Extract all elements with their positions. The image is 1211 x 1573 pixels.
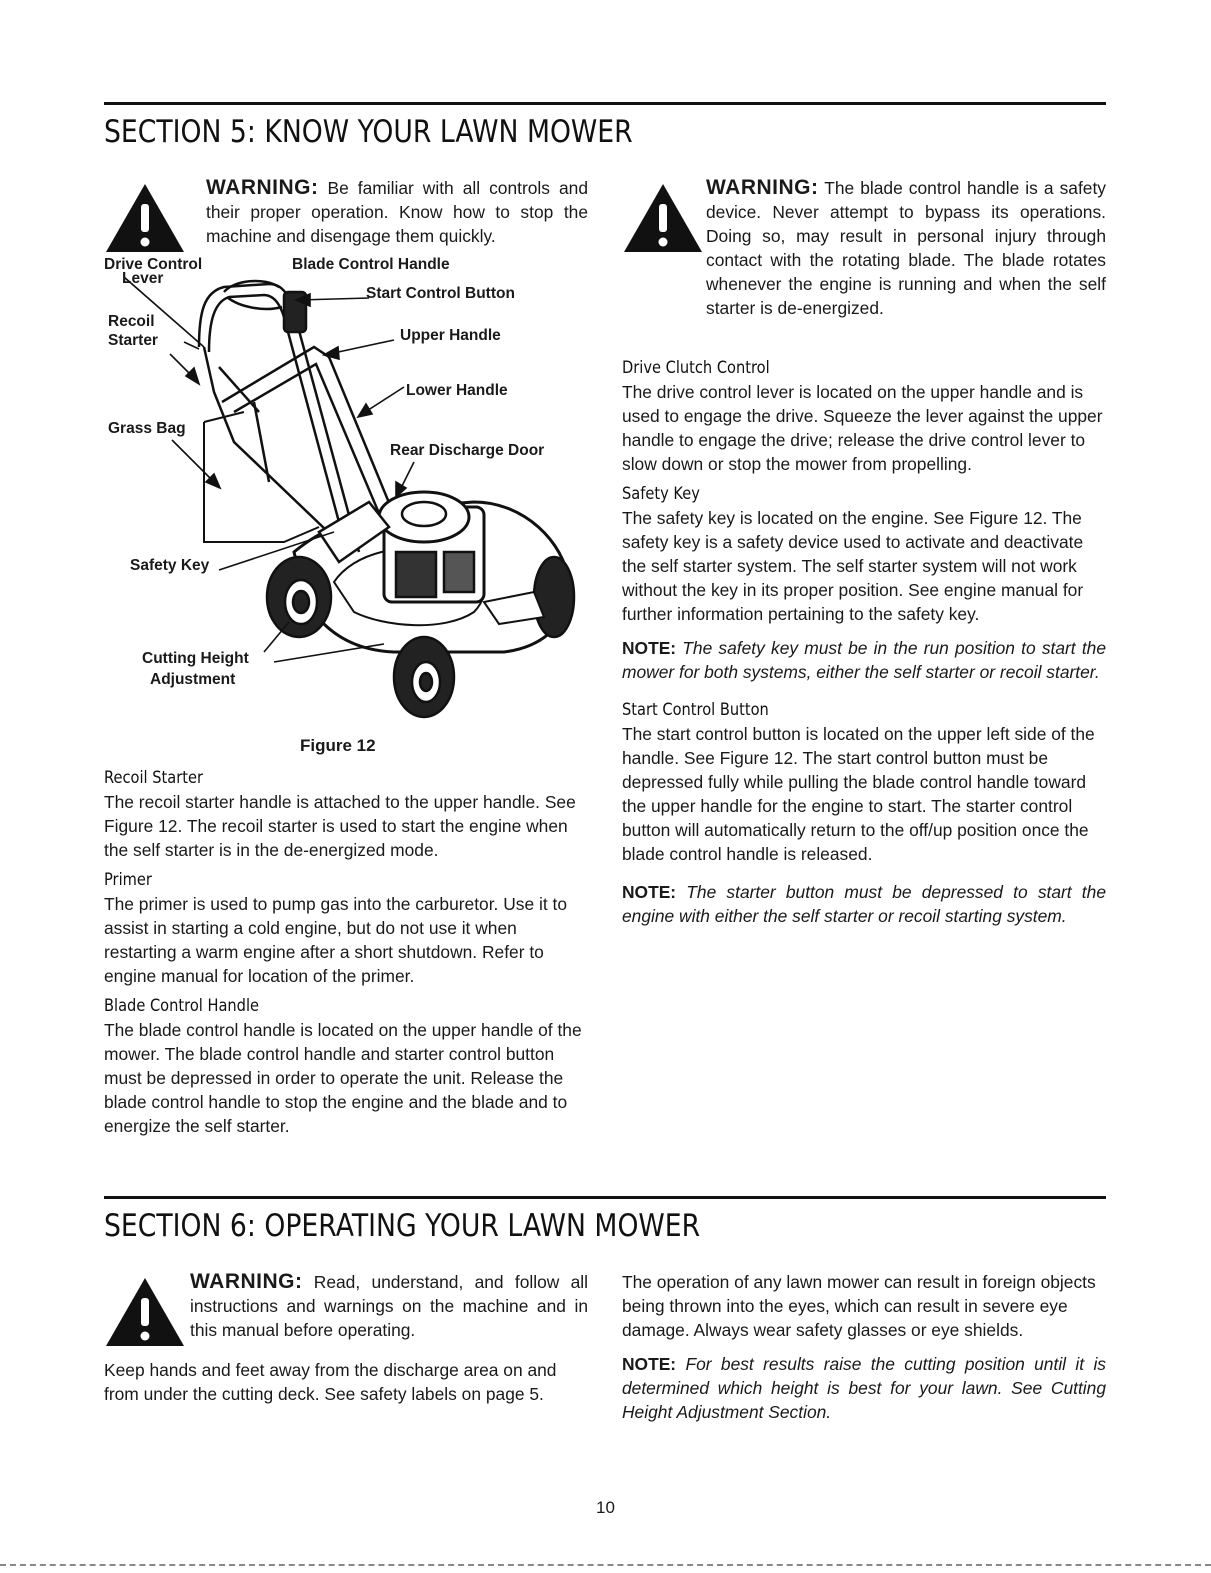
- label-starter: Starter: [108, 332, 158, 349]
- note-starter-button: [622, 880, 1106, 928]
- heading-safety-key: Safety Key: [622, 484, 700, 504]
- label-safety-key: Safety Key: [130, 557, 210, 574]
- note-label: NOTE:: [622, 882, 677, 902]
- note-label: NOTE:: [622, 1354, 677, 1374]
- label-cutting-height: Cutting Height: [142, 650, 249, 667]
- warning-text: The blade control handle is a safety device. Never attempt to bypass its operations. Doing so, may result in personal injury through contact with the rotating blade. The blade rotates whenever the engine is running and when the self starter is de-energized.: [706, 178, 1106, 318]
- warning-triangle-icon: [622, 182, 704, 254]
- heading-start-control-button: Start Control Button: [622, 700, 769, 720]
- drive-clutch-text: The drive control lever is located on the upper handle and is used to engage the drive. Squeeze the lever against the upper handle to engage the drive; release the drive control lever to slow down or stop the mower from propelling.: [622, 382, 1103, 474]
- section6-title: SECTION 6: OPERATING YOUR LAWN MOWER: [104, 1208, 701, 1244]
- section5-left-text: [104, 766, 588, 1138]
- safety-key-text: The safety key is located on the engine. See Figure 12. The safety key is a safety device used to activate and deactivate the self starter system. The self starter system will not work without the key in its proper position. See engine manual for further information pertaining to the safety key.: [622, 508, 1084, 624]
- section6-warning: [104, 1270, 588, 1342]
- section5-right-text: [622, 356, 1106, 928]
- label-adjustment: Adjustment: [150, 671, 236, 688]
- label-rear-discharge-door: Rear Discharge Door: [390, 442, 545, 459]
- label-blade-control-handle: Blade Control Handle: [292, 256, 450, 273]
- note-label: NOTE:: [622, 638, 677, 658]
- heading-recoil-starter: Recoil Starter: [104, 768, 203, 788]
- section6-right-text: [622, 1270, 1106, 1424]
- heading-drive-clutch-control: Drive Clutch Control: [622, 358, 770, 378]
- label-lever: Lever: [122, 270, 164, 287]
- warning-triangle-icon: [104, 1276, 186, 1348]
- section5-warning-left: [104, 176, 588, 248]
- keep-hands-text: Keep hands and feet away from the discharge area on and from under the cutting deck. See safety labels on page 5.: [104, 1360, 557, 1404]
- note-text: The starter button must be depressed to start the engine with either the self starter or recoil starting system.: [622, 882, 1106, 926]
- operation-text: The operation of any lawn mower can result in foreign objects being thrown into the eyes, which can result in severe eye damage. Always wear safety glasses or eye shields.: [622, 1272, 1096, 1340]
- warning-label: WARNING:: [206, 176, 319, 199]
- heading-primer: Primer: [104, 870, 152, 890]
- section5-top-rule: [104, 102, 1106, 105]
- blade-control-handle-text: The blade control handle is located on the upper handle of the mower. The blade control handle and starter control button must be depressed in order to operate the unit. Release the blade control handle to stop the engine and the blade and to energize the self starter.: [104, 1020, 582, 1136]
- warning-text: Read, understand, and follow all instructions and warnings on the machine and in this manual before operating.: [190, 1272, 588, 1340]
- page-number: 10: [596, 1498, 615, 1517]
- label-lower-handle: Lower Handle: [406, 382, 508, 399]
- note-safety-key: [622, 636, 1106, 684]
- label-drive-control: Drive Control: [104, 256, 203, 273]
- section6-left-text: [104, 1358, 588, 1406]
- section6-top-rule: [104, 1196, 1106, 1199]
- note-text: The safety key must be in the run position to start the mower for both systems, either the self starter or recoil starter.: [622, 638, 1106, 682]
- figure-caption: Figure 12: [300, 736, 376, 755]
- heading-blade-control-handle: Blade Control Handle: [104, 996, 260, 1016]
- note-text: For best results raise the cutting position until it is determined which height is best for your lawn. See Cutting Height Adjustment Section.: [622, 1354, 1106, 1422]
- recoil-starter-text: The recoil starter handle is attached to the upper handle. See Figure 12. The recoil starter is used to start the engine when the self starter is in the de-energized mode.: [104, 792, 576, 860]
- figure-12: [104, 252, 588, 755]
- section5-warning-right: [622, 176, 1106, 320]
- warning-triangle-icon: [104, 182, 186, 254]
- primer-text: The primer is used to pump gas into the carburetor. Use it to assist in starting a cold engine, but do not use it when restarting a warm engine after a short shutdown. Refer to engine manual for location of the primer.: [104, 894, 568, 986]
- warning-label: WARNING:: [706, 176, 819, 199]
- note-cutting-position: [622, 1352, 1106, 1424]
- label-start-control-button: Start Control Button: [366, 285, 515, 302]
- start-control-button-text: The start control button is located on the upper left side of the handle. See Figure 12. The start control button must be depressed fully while pulling the blade control handle toward the upper handle for the engine to start. The starter control button will automatically return to the off/up position once the blade control handle is released.: [622, 724, 1095, 864]
- label-upper-handle: Upper Handle: [400, 327, 501, 344]
- warning-text: Be familiar with all controls and their proper operation. Know how to stop the machine and disengage them quickly.: [206, 178, 588, 246]
- section5-title: SECTION 5: KNOW YOUR LAWN MOWER: [104, 114, 633, 150]
- warning-label: WARNING:: [190, 1270, 303, 1293]
- bottom-divider: [0, 1564, 1211, 1566]
- label-recoil: Recoil: [108, 313, 155, 330]
- label-grass-bag: Grass Bag: [108, 420, 186, 437]
